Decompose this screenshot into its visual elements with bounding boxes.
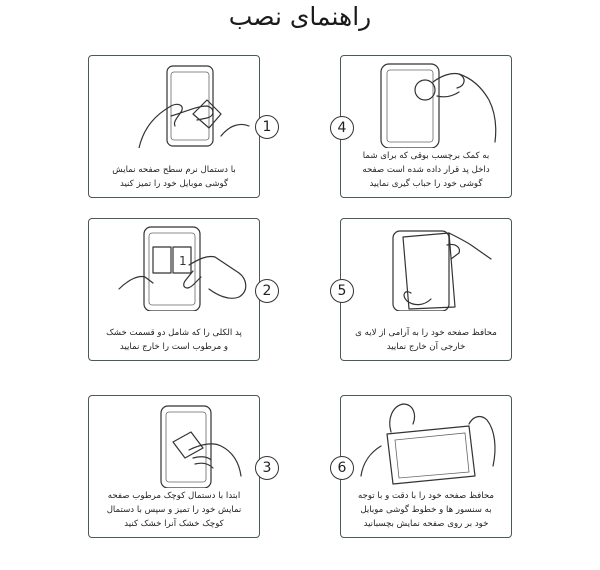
- caption-line: نمایش خود را تمیز و سپس با دستمال: [106, 505, 242, 515]
- caption-line: و مرطوب است را خارج نمایید: [119, 342, 229, 352]
- step-card-2: [88, 218, 260, 361]
- caption-line: خود بر روی صفحه نمایش بچسبانید: [363, 519, 489, 529]
- step-number-1: 1: [255, 115, 279, 139]
- step-card-4: [340, 55, 512, 198]
- caption-line: گوشی موبایل خود را تمیز کنید: [119, 179, 229, 189]
- caption-line: خارجی آن خارج نمایید: [386, 342, 466, 352]
- step-caption-4: [347, 149, 505, 191]
- peel-protector-illustration: [341, 219, 511, 311]
- step-caption-1: [95, 163, 253, 191]
- caption-line: محافظ صفحه خود را با دقت و با توجه: [357, 491, 495, 501]
- step-caption-6: [347, 489, 505, 531]
- step-card-1: [88, 55, 260, 198]
- step-card-3: [88, 395, 260, 538]
- pad-number-label: 1: [179, 254, 187, 268]
- page-title: راهنمای نصب: [228, 2, 372, 31]
- step-caption-3: [95, 489, 253, 531]
- caption-line: ابتدا با دستمال کوچک مرطوب صفحه: [107, 491, 241, 501]
- caption-line: گوشی خود را حباب گیری نمایید: [369, 179, 483, 189]
- step-card-5: [340, 218, 512, 361]
- caption-line: داخل پد قرار داده شده است صفحه: [362, 165, 490, 175]
- step-number-4: 4: [330, 116, 354, 140]
- caption-line: با دستمال نرم سطح صفحه نمایش: [112, 165, 236, 175]
- step-number-2: 2: [255, 279, 279, 303]
- caption-line: محافظ صفحه خود را به آرامی از لایه ی: [355, 328, 497, 338]
- step-caption-5: [347, 326, 505, 354]
- caption-line: کوچک خشک آنرا خشک کنید: [124, 519, 224, 529]
- cleaning-cloth-illustration: [89, 56, 259, 148]
- step-caption-2: [95, 326, 253, 354]
- caption-line: به سنسور ها و خطوط گوشی موبایل: [360, 505, 492, 515]
- step-card-6: [340, 395, 512, 538]
- wipe-screen-illustration: [89, 396, 259, 488]
- step-number-6: 6: [330, 456, 354, 480]
- caption-line: پد الکلی را که شامل دو قسمت خشک: [106, 328, 242, 338]
- alcohol-pad-illustration: [89, 219, 259, 311]
- step-number-3: 3: [255, 456, 279, 480]
- step-number-5: 5: [330, 279, 354, 303]
- caption-line: به کمک برچسب بوقی که برای شما: [362, 151, 490, 161]
- dust-sticker-illustration: [341, 56, 511, 148]
- apply-protector-illustration: [341, 396, 511, 488]
